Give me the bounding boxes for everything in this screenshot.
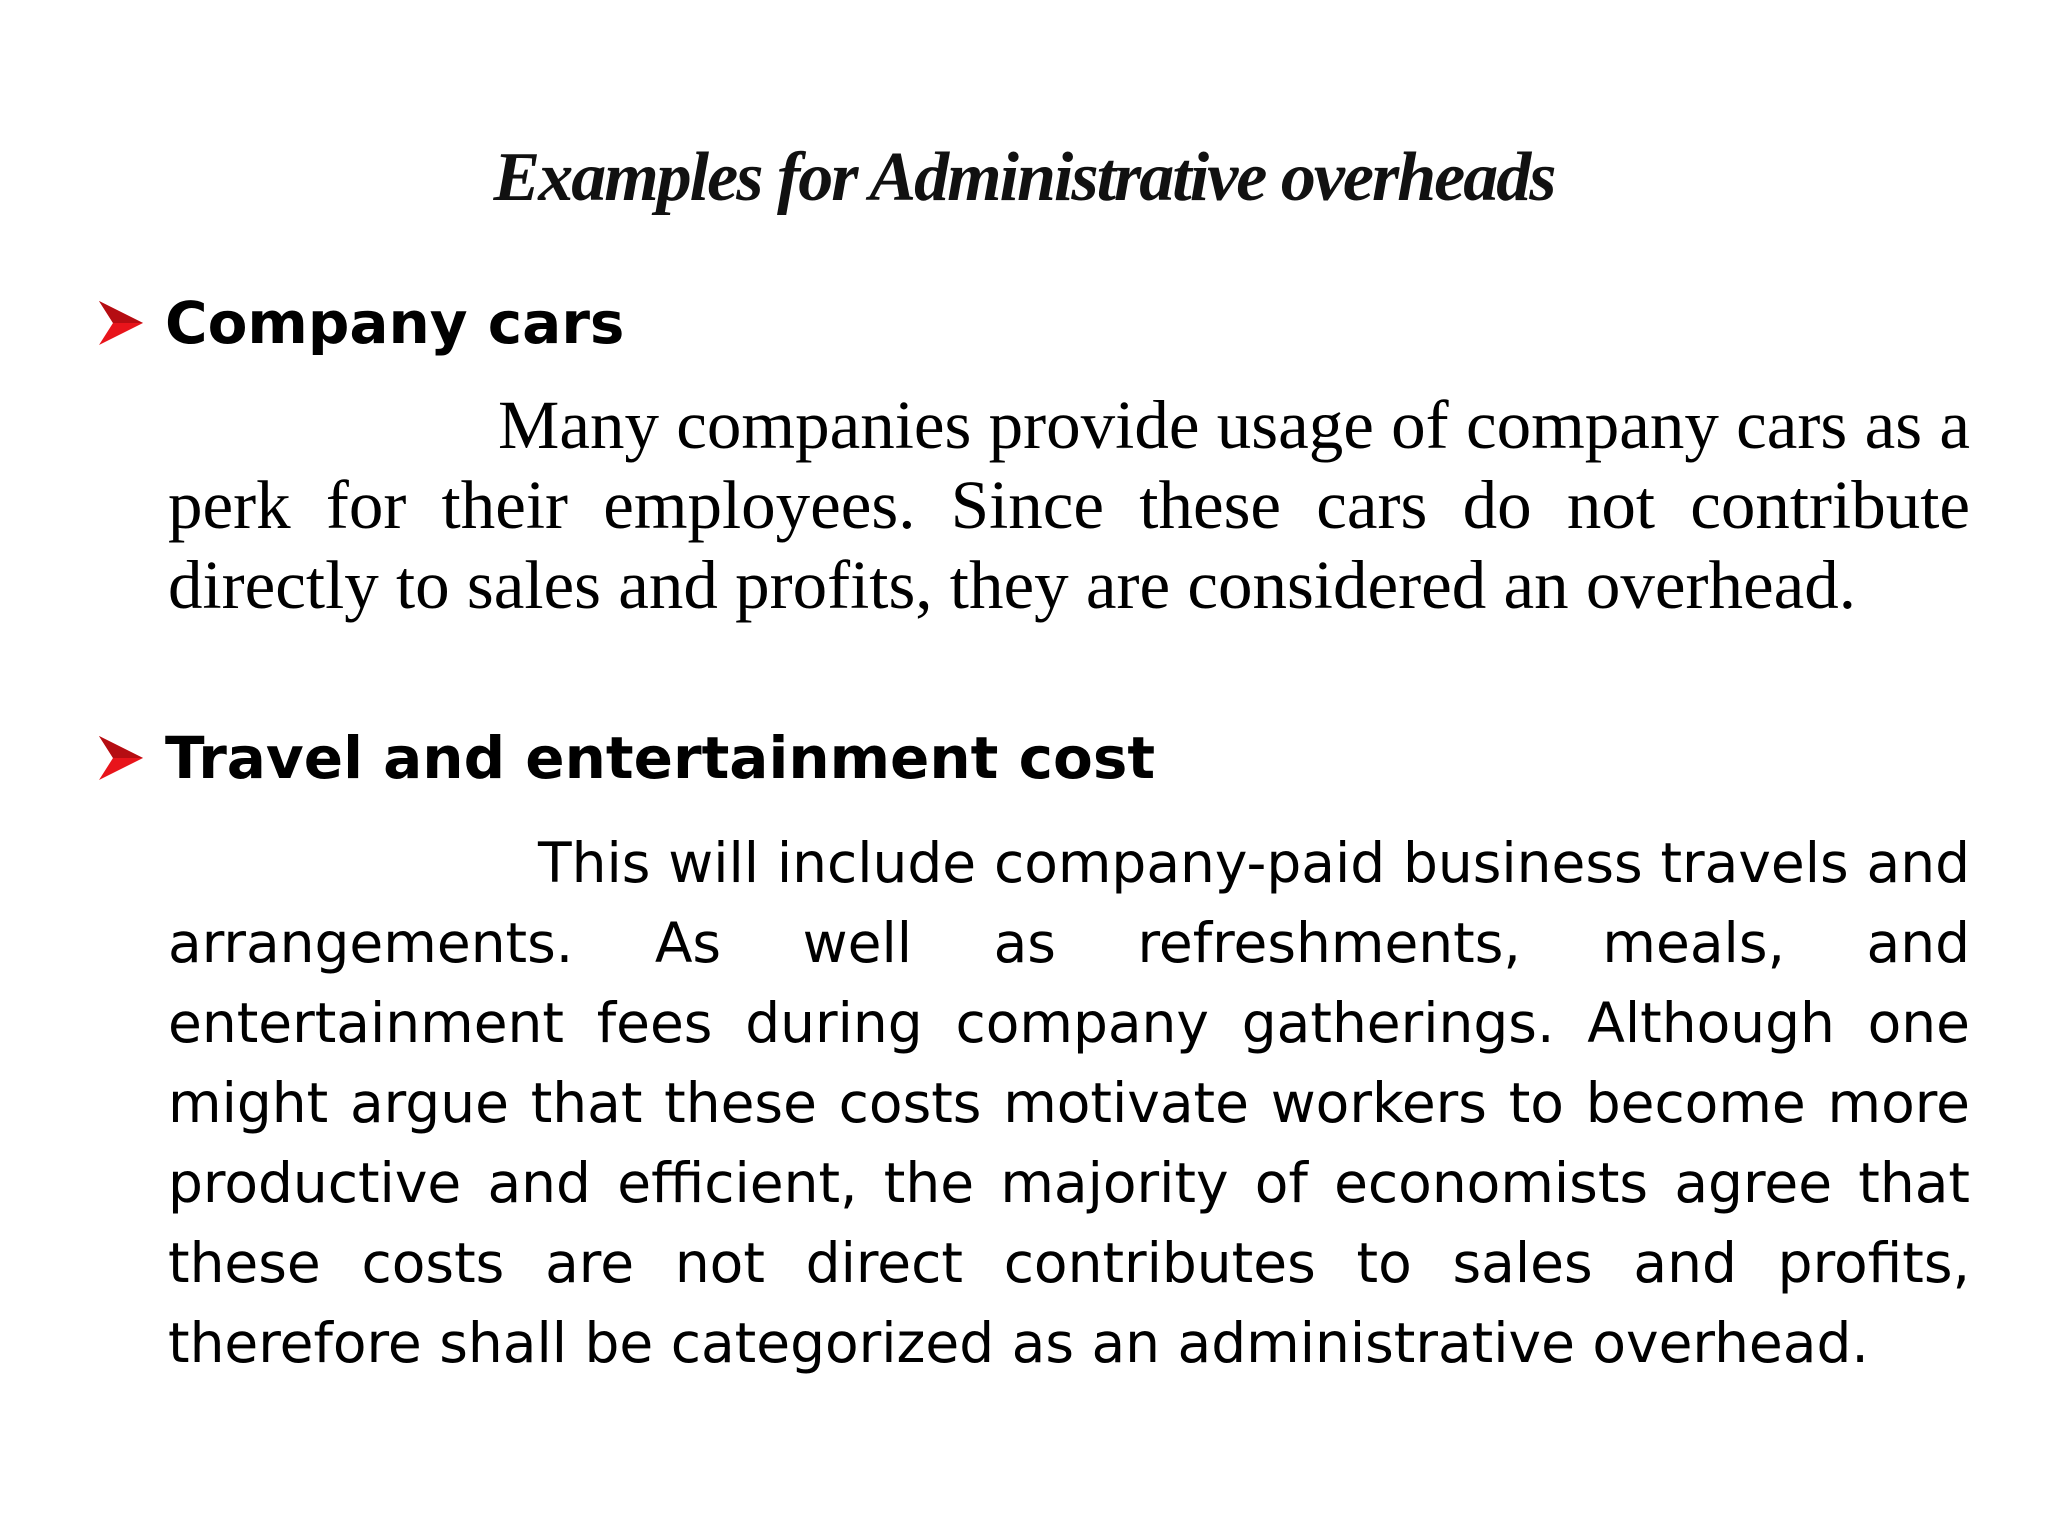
bullet-heading-travel-entertainment: Travel and entertainment cost bbox=[165, 724, 1156, 792]
red-arrow-bullet-icon bbox=[95, 297, 147, 349]
bullet-heading-company-cars: Company cars bbox=[165, 289, 625, 357]
bullet-item-company-cars bbox=[95, 283, 624, 363]
company-cars-description: Many companies provide usage of company cars as a perk for their employees. Since these cars do not contribute directly to sales and profits, they are considered an overhead. bbox=[168, 387, 1970, 623]
red-arrow-bullet-icon bbox=[95, 732, 147, 784]
travel-entertainment-description: This will include company-paid business travels and arrangements. As well as refreshments, meals, and entertainment fees during company gatherings. Although one might argue that these costs motivate workers to become more productive and efficient, the majority of economists agree that these costs are not direct contributes to sales and profits, therefore shall be categorized as an administrative overhead. bbox=[168, 831, 1970, 1375]
bullet-item-travel-entertainment bbox=[95, 718, 1155, 798]
slide-title: Examples for Administrative overheads bbox=[493, 139, 1555, 216]
